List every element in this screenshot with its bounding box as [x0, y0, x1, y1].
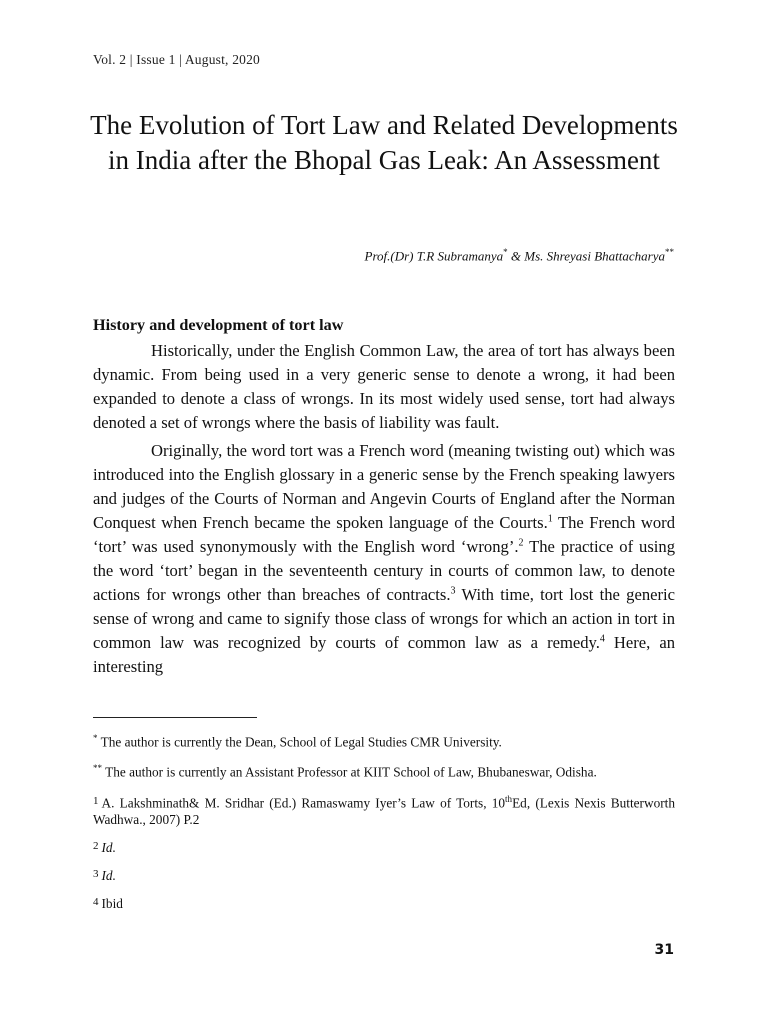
footnote-text: Id. [101, 868, 116, 884]
author-connector: & [507, 248, 525, 264]
footnote-ref-2: 2 [518, 537, 524, 549]
paragraph-2-sentence-3: The practice of using the word ‘tort’ began in the seventeenth century in courts of common law, to denote actions for wrongs other than breaches of contracts. [93, 537, 675, 604]
footnote-2 [93, 838, 675, 856]
footnote-3 [93, 866, 675, 884]
author-1-footnote-mark: * [503, 247, 508, 257]
footnote-ref-1: 1 [547, 513, 553, 525]
footnote-number: 3 [93, 868, 99, 881]
footnote-text: Ibid [101, 896, 123, 912]
footnote-ref-4: 4 [599, 633, 605, 645]
author-1-name: Prof.(Dr) T.R Subramanya [364, 248, 504, 264]
footnote-number: 4 [93, 896, 99, 909]
footnote-text: A. Lakshminath& M. Sridhar (Ed.) Ramaswamy Iyer’s Law of Torts, 10 [101, 795, 506, 811]
author-line [365, 247, 675, 264]
paragraph-2-sentence-2: The French word ‘tort’ was used synonymously with the English word ‘wrong’. [93, 513, 675, 556]
footnote-text: Id. [101, 840, 116, 856]
footnote-mark: ** [93, 763, 102, 774]
footnote-author-2 [93, 760, 675, 780]
article-body [93, 313, 675, 683]
footnote-4 [93, 894, 675, 912]
footnotes [93, 730, 675, 922]
footnote-separator [93, 717, 257, 718]
footnote-1 [93, 791, 675, 828]
author-2-name: Ms. Shreyasi Bhattacharya [524, 248, 665, 264]
paragraph-2 [93, 439, 675, 679]
running-header: Vol. 2 | Issue 1 | August, 2020 [93, 52, 260, 67]
author-2-footnote-mark: ** [665, 247, 674, 257]
footnote-text: The author is currently an Assistant Professor at KIIT School of Law, Bhubaneswar, Odisha. [102, 764, 597, 780]
ordinal-suffix: th [505, 793, 513, 804]
article-title: The Evolution of Tort Law and Related Developments in India after the Bhopal Gas Leak: An Assessment [90, 110, 678, 175]
footnote-number: 2 [93, 840, 99, 853]
paragraph-2-sentence-4: With time, tort lost the generic sense of wrong and came to signify those class of wrongs for which an action in tort in common law was recognized by courts of common law as a remedy. [93, 585, 675, 652]
footnote-number: 1 [93, 795, 99, 808]
footnote-text: The author is currently the Dean, School of Legal Studies CMR University. [97, 734, 502, 750]
footnote-mark: * [93, 733, 98, 743]
paragraph-1: Historically, under the English Common Law, the area of tort has always been dynamic. From being used in a very generic sense to denote a wrong, it had been expanded to denote a class of wrongs. In its most widely used sense, tort had always denoted a set of wrongs where the basis of liability was fault. [93, 341, 675, 432]
paragraph-2-sentence-5: Here, an interesting [93, 633, 675, 676]
section-heading: History and development of tort law [93, 316, 344, 334]
paragraph-2-sentence-1: Originally, the word tort was a French word (meaning twisting out) which was introduced into the English glossary in a generic sense by the French speaking lawyers and judges of the Courts of Norman and Angevin Courts of England after the Norman Conquest when French became the spoken language of the Courts. [93, 441, 675, 532]
footnote-author-1 [93, 730, 675, 750]
footnote-ref-3: 3 [450, 585, 456, 597]
footnote-text-continued: Ed, (Lexis Nexis Butterworth Wadhwa., 2007) P.2 [93, 795, 675, 828]
page-number: 31 [654, 942, 674, 958]
